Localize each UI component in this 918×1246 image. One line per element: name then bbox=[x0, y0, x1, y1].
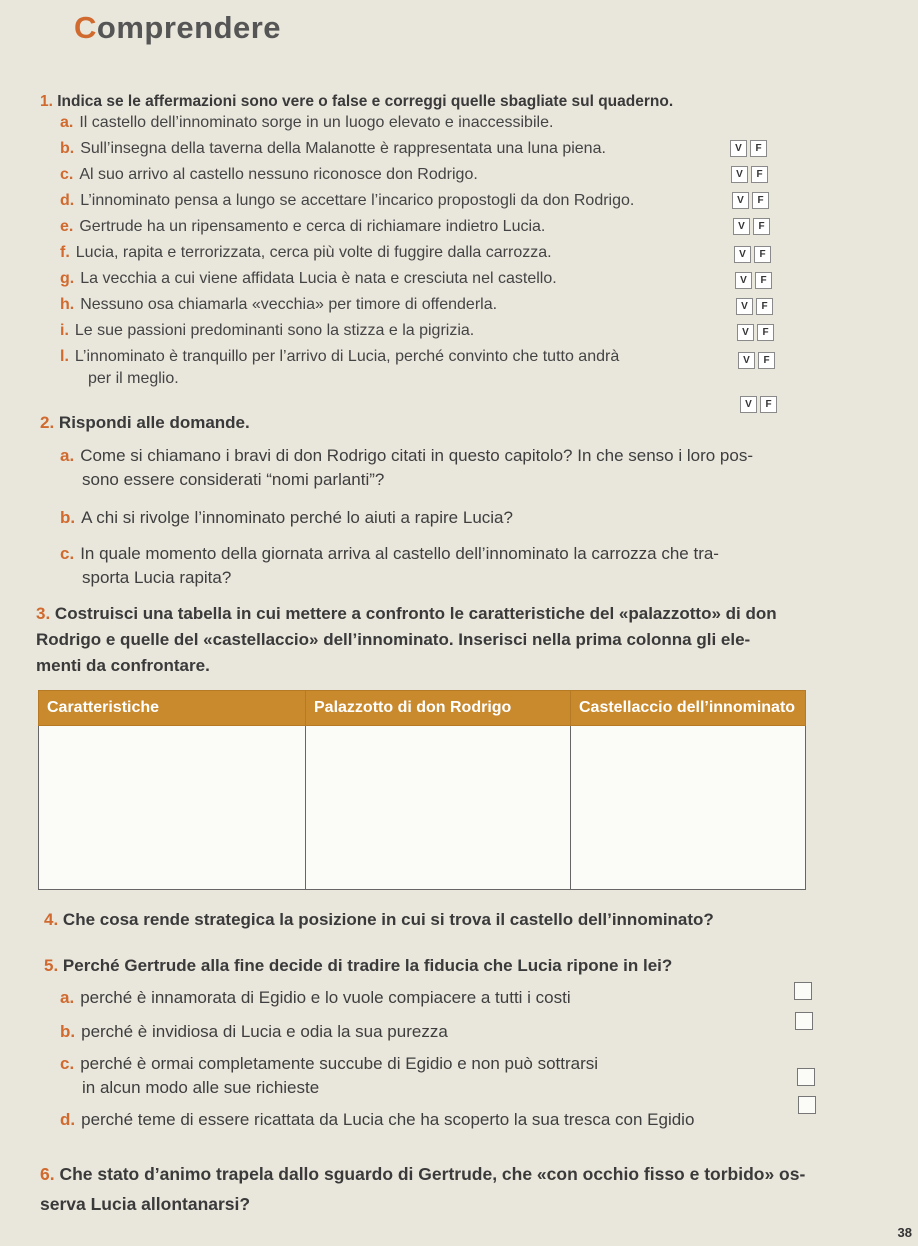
q1-item-d bbox=[60, 190, 634, 212]
item-text: A chi si rivolge l’innominato perché lo aiuti a rapire Lucia? bbox=[81, 508, 513, 527]
q5-checkbox-a[interactable] bbox=[794, 982, 812, 1000]
q5-option-c bbox=[60, 1052, 598, 1076]
q1-vf-c[interactable] bbox=[732, 192, 769, 209]
q1-vf-i[interactable] bbox=[738, 352, 775, 369]
q3-text-line2: Rodrigo e quelle del «castellaccio» dell’innominato. Inserisci nella prima colonna gli ele- bbox=[36, 630, 751, 649]
q4-number: 4. bbox=[44, 910, 59, 929]
q5-option-b bbox=[60, 1020, 448, 1044]
q5-number: 5. bbox=[44, 956, 59, 975]
q6-heading bbox=[40, 1162, 805, 1186]
item-letter: c. bbox=[60, 544, 75, 563]
v-box[interactable]: V bbox=[740, 396, 757, 413]
q2-item-c-cont bbox=[82, 566, 231, 590]
q3-number: 3. bbox=[36, 604, 51, 623]
item-letter: e. bbox=[60, 218, 74, 235]
q6-number: 6. bbox=[40, 1164, 55, 1184]
q1-item-l bbox=[60, 346, 619, 368]
item-text: In quale momento della giornata arriva al castello dell’innominato la carrozza che tra- bbox=[80, 544, 719, 563]
q2-item-a-cont bbox=[82, 468, 384, 492]
option-letter: b. bbox=[60, 1022, 76, 1041]
q5-heading bbox=[44, 954, 672, 978]
option-letter: a. bbox=[60, 988, 75, 1007]
comparison-table bbox=[38, 690, 806, 890]
option-text: perché è innamorata di Egidio e lo vuole compiacere a tutti i costi bbox=[80, 988, 571, 1007]
q1-item-e bbox=[60, 216, 545, 238]
q5-option-c-cont bbox=[82, 1076, 319, 1100]
q6-heading-2 bbox=[40, 1192, 250, 1216]
option-letter: d. bbox=[60, 1110, 76, 1129]
q1-item-i bbox=[60, 320, 474, 342]
item-letter: b. bbox=[60, 508, 76, 527]
table-cell[interactable] bbox=[571, 726, 806, 890]
item-text: L’innominato pensa a lungo se accettare l’incarico propostogli da don Rodrigo. bbox=[80, 192, 635, 209]
q1-vf-d[interactable] bbox=[733, 218, 770, 235]
q2-text: Rispondi alle domande. bbox=[58, 413, 250, 432]
q1-item-a bbox=[60, 112, 553, 134]
f-box[interactable]: F bbox=[760, 396, 777, 413]
q5-checkbox-b[interactable] bbox=[795, 1012, 813, 1030]
q4-heading bbox=[44, 908, 714, 932]
q3-heading-2 bbox=[36, 628, 750, 652]
v-box[interactable]: V bbox=[737, 324, 754, 341]
v-box[interactable]: V bbox=[732, 192, 749, 209]
item-letter: a. bbox=[60, 114, 74, 131]
q2-number: 2. bbox=[40, 413, 55, 432]
q1-vf-l[interactable] bbox=[740, 396, 777, 413]
table-header-castellaccio: Castellaccio dell’innominato bbox=[571, 691, 806, 726]
item-text: Lucia, rapita e terrorizzata, cerca più volte di fuggire dalla carrozza. bbox=[75, 244, 552, 261]
title-initial: C bbox=[74, 10, 97, 45]
f-box[interactable]: F bbox=[755, 272, 772, 289]
q5-text: Perché Gertrude alla fine decide di tradire la fiducia che Lucia ripone in lei? bbox=[62, 956, 673, 975]
item-letter: b. bbox=[60, 140, 75, 157]
q5-option-a bbox=[60, 986, 571, 1010]
item-text: Gertrude ha un ripensamento e cerca di richiamare indietro Lucia. bbox=[79, 218, 546, 235]
item-text: sono essere considerati “nomi parlanti”? bbox=[82, 470, 385, 489]
item-text: Nessuno osa chiamarla «vecchia» per timore di offenderla. bbox=[80, 296, 498, 313]
table-cell[interactable] bbox=[39, 726, 306, 890]
item-letter: g. bbox=[60, 270, 75, 287]
f-box[interactable]: F bbox=[751, 166, 768, 183]
q3-heading-3 bbox=[36, 654, 210, 678]
item-letter: i. bbox=[60, 322, 69, 339]
q1-text: Indica se le affermazioni sono vere o false e correggi quelle sbagliate sul quaderno. bbox=[57, 93, 674, 110]
item-letter: a. bbox=[60, 446, 75, 465]
q1-item-g bbox=[60, 268, 557, 290]
f-box[interactable]: F bbox=[753, 218, 770, 235]
option-letter: c. bbox=[60, 1054, 75, 1073]
table-header-palazzotto: Palazzotto di don Rodrigo bbox=[306, 691, 571, 726]
q1-item-b bbox=[60, 138, 606, 160]
table-cell[interactable] bbox=[306, 726, 571, 890]
section-title bbox=[74, 10, 281, 46]
v-box[interactable]: V bbox=[730, 140, 747, 157]
f-box[interactable]: F bbox=[754, 246, 771, 263]
q6-text-line1: Che stato d’animo trapela dallo sguardo di Gertrude, che «con occhio fisso e torbido» os- bbox=[59, 1164, 806, 1184]
q1-vf-g[interactable] bbox=[736, 298, 773, 315]
option-text: perché è ormai completamente succube di Egidio e non può sottrarsi bbox=[80, 1054, 599, 1073]
q5-checkbox-c[interactable] bbox=[797, 1068, 815, 1086]
q1-number: 1. bbox=[40, 93, 53, 110]
q1-vf-f[interactable] bbox=[735, 272, 772, 289]
v-box[interactable]: V bbox=[731, 166, 748, 183]
f-box[interactable]: F bbox=[752, 192, 769, 209]
q1-item-f bbox=[60, 242, 552, 264]
option-text: in alcun modo alle sue richieste bbox=[82, 1078, 320, 1097]
q2-item-c bbox=[60, 542, 719, 566]
q3-text-line3: menti da confrontare. bbox=[36, 656, 210, 675]
q1-item-c bbox=[60, 164, 478, 186]
v-box[interactable]: V bbox=[736, 298, 753, 315]
q4-text: Che cosa rende strategica la posizione in cui si trova il castello dell’innominato? bbox=[62, 910, 714, 929]
page-number: 38 bbox=[897, 1225, 912, 1240]
item-text: per il meglio. bbox=[88, 370, 179, 387]
item-letter: f. bbox=[60, 244, 70, 261]
q1-vf-h[interactable] bbox=[737, 324, 774, 341]
v-box[interactable]: V bbox=[738, 352, 755, 369]
title-rest: omprendere bbox=[96, 10, 282, 45]
q1-vf-a[interactable] bbox=[730, 140, 767, 157]
table-header-caratteristiche: Caratteristiche bbox=[39, 691, 306, 726]
q2-item-b bbox=[60, 506, 513, 530]
q1-vf-b[interactable] bbox=[731, 166, 768, 183]
v-box[interactable]: V bbox=[734, 246, 751, 263]
v-box[interactable]: V bbox=[733, 218, 750, 235]
item-text: Come si chiamano i bravi di don Rodrigo citati in questo capitolo? In che senso i loro pos- bbox=[80, 446, 753, 465]
q1-heading bbox=[40, 90, 673, 114]
item-letter: l. bbox=[60, 348, 69, 365]
q1-vf-e[interactable] bbox=[734, 246, 771, 263]
item-letter: h. bbox=[60, 296, 75, 313]
item-text: L’innominato è tranquillo per l’arrivo di Lucia, perché convinto che tutto andrà bbox=[74, 348, 620, 365]
q6-text-line2: serva Lucia allontanarsi? bbox=[40, 1194, 251, 1214]
item-text: La vecchia a cui viene affidata Lucia è nata e cresciuta nel castello. bbox=[80, 270, 557, 287]
q1-item-l-cont bbox=[88, 368, 179, 390]
q5-checkbox-d[interactable] bbox=[798, 1096, 816, 1114]
f-box[interactable]: F bbox=[757, 324, 774, 341]
option-text: perché è invidiosa di Lucia e odia la sua purezza bbox=[81, 1022, 448, 1041]
item-text: Le sue passioni predominanti sono la stizza e la pigrizia. bbox=[74, 322, 475, 339]
item-letter: d. bbox=[60, 192, 75, 209]
q3-heading bbox=[36, 602, 777, 626]
q2-item-a bbox=[60, 444, 753, 468]
q2-heading bbox=[40, 411, 250, 435]
v-box[interactable]: V bbox=[735, 272, 752, 289]
item-text: Al suo arrivo al castello nessuno riconosce don Rodrigo. bbox=[79, 166, 478, 183]
option-text: perché teme di essere ricattata da Lucia che ha scoperto la sua tresca con Egidio bbox=[81, 1110, 695, 1129]
f-box[interactable]: F bbox=[756, 298, 773, 315]
item-letter: c. bbox=[60, 166, 74, 183]
item-text: Il castello dell’innominato sorge in un luogo elevato e inaccessibile. bbox=[79, 114, 554, 131]
q3-text-line1: Costruisci una tabella in cui mettere a confronto le caratteristiche del «palazzotto» di don bbox=[54, 604, 777, 623]
item-text: Sull’insegna della taverna della Malanotte è rappresentata una luna piena. bbox=[80, 140, 606, 157]
f-box[interactable]: F bbox=[750, 140, 767, 157]
f-box[interactable]: F bbox=[758, 352, 775, 369]
item-text: sporta Lucia rapita? bbox=[82, 568, 232, 587]
q5-option-d bbox=[60, 1108, 694, 1132]
q1-item-h bbox=[60, 294, 497, 316]
